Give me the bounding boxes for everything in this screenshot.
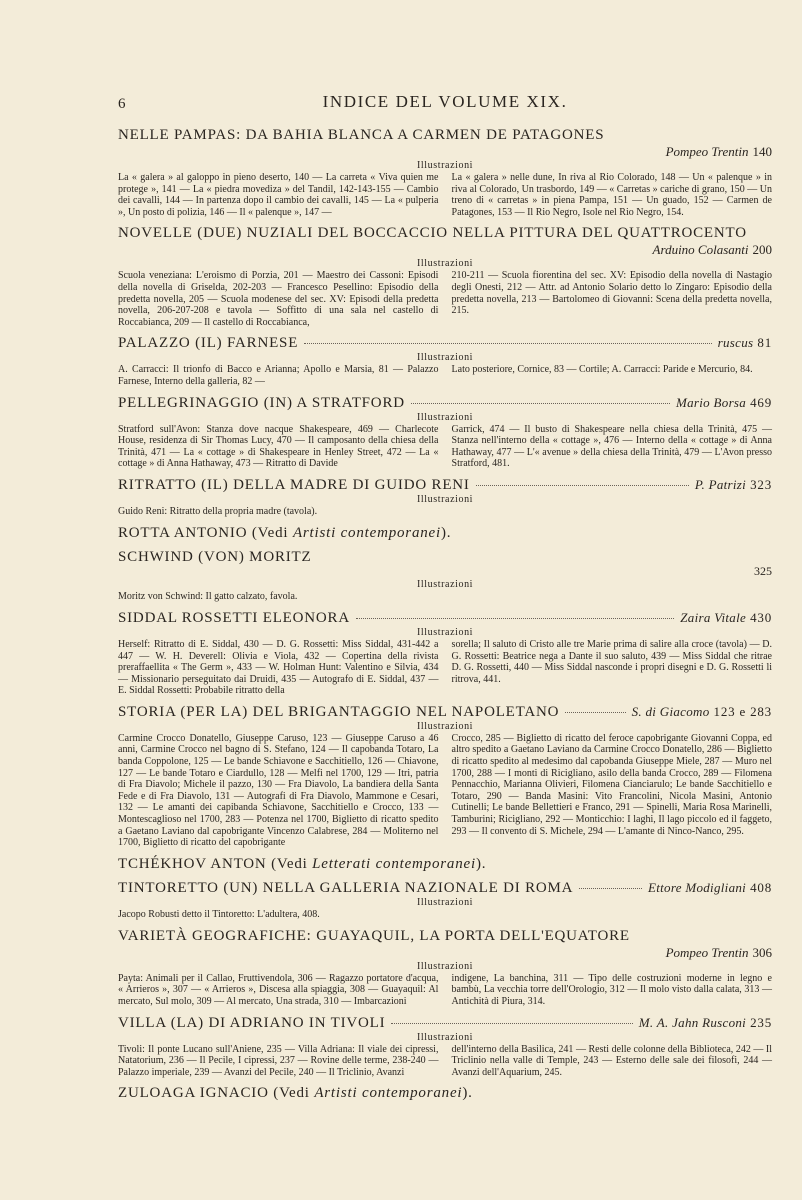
index-entry (118, 476, 772, 518)
illustration-list-left: Herself: Ritratto di E. Siddal, 430 — D. G. Rossetti: Miss Siddal, 431-442 a 447 — W. H. Deverell: Olivia e Viola, 432 — Copertina della rivista preraffaellita « The Germ », 433 — W. Holman Hunt: Valentino e Silvia, 434 — Missionario perseguitato dai Druidi, 435 — Autografo di E. Siddal, 437 — E. Siddal Rossetti: Probabile ritratto della (118, 638, 439, 697)
entry-title: TINTORETTO (UN) NELLA GALLERIA NAZIONALE DI ROMA (118, 879, 574, 896)
entry-page: 408 (750, 879, 772, 895)
index-entry (118, 1084, 772, 1102)
entry-author: Arduino Colasanti (652, 242, 749, 258)
entry-title: SIDDAL ROSSETTI ELEONORA (118, 609, 350, 626)
entry-title: RITRATTO (IL) DELLA MADRE DI GUIDO RENI (118, 476, 470, 493)
illustration-list-right: 210-211 — Scuola fiorentina del sec. XV: Episodio della novella di Nastagio degli Onesti, 212 — Attr. ad Antonio Solario detto lo Zingaro: Episodio della predetta novella, 213 — Bartolomeo di Giovanni: Scena della predetta novella, 215. (451, 270, 772, 317)
illustrazioni-label: Illustrazioni (416, 1031, 474, 1043)
illustration-list-left: Tivoli: Il ponte Lucano sull'Aniene, 235 — Villa Adriana: Il viale dei cipressi, Natatorium, 236 — Il Pecile, I cipressi, 237 — Rovine delle terme, 238-240 — Palazzo imperiale, 239 — Avanzi del Pecile, 240 — Il Triclinio, Avanzi (118, 1043, 439, 1078)
leader-dots (304, 343, 711, 344)
illustration-columns (118, 172, 772, 218)
index-entry (118, 126, 772, 218)
entry-author: Pompeo Trentin (665, 144, 749, 159)
index-entry (118, 609, 772, 697)
illustration-list-right: Lato posteriore, Cornice, 83 — Cortile; A. Carracci: Paride e Mercurio, 84. (451, 364, 753, 376)
entry-title: VILLA (LA) DI ADRIANO IN TIVOLI (118, 1014, 386, 1031)
illustrazioni-label: Illustrazioni (416, 411, 474, 423)
illustration-list-left: Carmine Crocco Donatello, Giuseppe Caruso, 123 — Giuseppe Caruso a 46 anni, Carmine Crocco nel bagno di S. Stefano, 124 — Il capobanda Totaro, La banda Coppolone, 125 — Le bande Schiavone e Sacchitiello, 126 — Chiavone, 127 — Le bande Totaro e Ciardullo, 128 — Melfi nel 1700, 129 — Itri, patria di Fra Diavolo; Michele il pazzo, 130 — Fra Diavolo, La bandiera della Santa Fede e di Fra Diavolo, 131 — Autografi di Fra Diavolo, Mammone e Cesari, 132 — Le amanti dei capibanda Schiavone, Sacchitiello e Crocco, 133 — Montescaglioso nel 1700, 283 — Potenza nel 1700, Biglietto di ricatto spedito a Gaetano Laviano dal capobrigante Vincenzo Calabrese, 284 — Moliterno nel 1700, Biglietto di ricatto del capobrigante (118, 732, 439, 849)
cross-reference-end: ). (475, 855, 487, 872)
cross-reference-target: Artisti contemporanei (314, 1085, 463, 1102)
entry-author: P. Patrizi (694, 476, 747, 492)
cross-reference-end: ). (440, 524, 452, 541)
entry-author: Pompeo Trentin (665, 944, 749, 960)
entry-page: 306 (752, 944, 772, 960)
illustrazioni-label: Illustrazioni (416, 626, 474, 638)
entry-page: 140 (752, 144, 772, 159)
entry-title: SCHWIND (VON) MORITZ (118, 548, 312, 565)
illustrazioni-label: Illustrazioni (416, 578, 474, 590)
index-entry (118, 334, 772, 387)
entry-page: 123 e 283 (713, 703, 772, 719)
illustration-list-left: Payta: Animali per il Callao, Fruttivendola, 306 — Ragazzo portatore d'acqua, « Arrieros », 307 — « Arrieros », Discesa alla spiaggia, 308 — Guayaquil: Al mercato, Sul molo, 309 — Al mercato, Una strada, 310 — Imbarcazioni (118, 972, 439, 1007)
index-entry (118, 524, 772, 542)
entry-heading (118, 394, 772, 412)
leader-dots (391, 1023, 632, 1024)
entry-heading (118, 703, 772, 721)
illustrazioni-label: Illustrazioni (416, 352, 474, 364)
cross-reference (118, 524, 451, 542)
illustration-list-right: dell'interno della Basilica, 241 — Resti delle colonne della Biblioteca, 242 — Il Triclinio nella valle di Temple, 243 — Esterno delle sale dei filosofi, 244 — Avanzi dell'Aquarium, 245. (451, 1043, 772, 1078)
index-entry (118, 548, 772, 603)
illustration-list: Guido Reni: Ritratto della propria madre (tavola). (118, 505, 318, 517)
entry-title: PELLEGRINAGGIO (IN) A STRATFORD (118, 394, 405, 411)
entry-title: PALAZZO (IL) FARNESE (118, 335, 299, 352)
entry-page: 430 (750, 609, 772, 625)
entry-heading (118, 855, 772, 873)
entry-title: STORIA (PER LA) DEL BRIGANTAGGIO NEL NAPOLETANO (118, 703, 560, 720)
illustration-list: Jacopo Robusti detto il Tintoretto: L'adultera, 408. (118, 908, 320, 920)
index-entry (118, 703, 772, 849)
illustrazioni-label: Illustrazioni (416, 258, 474, 270)
entry-author-line (118, 945, 772, 961)
entry-author: Mario Borsa (675, 394, 747, 410)
entry-heading (118, 879, 772, 897)
leader-dots (356, 618, 674, 619)
leader-dots (565, 712, 625, 713)
entry-heading (118, 609, 772, 627)
illustration-columns (118, 733, 772, 849)
cross-reference-end: ). (462, 1085, 473, 1102)
cross-reference-text: ZULOAGA IGNACIO (Vedi (118, 1085, 315, 1102)
cross-reference-text: TCHÉKHOV ANTON (Vedi (118, 855, 313, 872)
entry-heading (118, 476, 772, 494)
entry-page: 81 (757, 335, 772, 351)
entry-page: 200 (752, 242, 772, 258)
illustrazioni-label: Illustrazioni (416, 720, 474, 732)
entry-heading (118, 224, 772, 242)
leader-dots (579, 888, 642, 889)
entry-title: NOVELLE (DUE) NUZIALI DEL BOCCACCIO NELLA PITTURA DEL QUATTROCENTO (118, 225, 747, 242)
cross-reference (118, 1084, 473, 1102)
entry-page: 469 (750, 394, 772, 410)
illustration-columns (118, 973, 772, 1008)
index-entry (118, 224, 772, 328)
illustration-columns (118, 1044, 772, 1079)
illustration-columns (118, 639, 772, 697)
index-entry (118, 927, 772, 1008)
leader-dots (411, 403, 670, 404)
illustration-list-left: Stratford sull'Avon: Stanza dove nacque Shakespeare, 469 — Charlecote House, residenza di Sir Thomas Lucy, 470 — Il camposanto della chiesa della Trinità, 471 — La « cottage » di Shakespeare in Henley Street, 472 — La « cottage » di Anna Hathaway, 473 — Ritratto di Davide (118, 423, 439, 470)
illustration-columns (118, 424, 772, 470)
leader-dots (476, 485, 689, 486)
page-header (118, 92, 772, 120)
illustration-list-right: Crocco, 285 — Biglietto di ricatto del feroce capobrigante Giovanni Coppa, ed altro spedito a Gaetano Laviano da Carmine Crocco Donatello, 286 — Biglietto di ricatto spedito al medesimo dal capobanda Giuseppe Miele, 287 — Muro nel 1700, 288 — I monti di Ricigliano, asilo della banda Crocco, 289 — Filomena Pennacchio, Marianna Olivieri, Filomena Cianciarulo; Le bande Sacchitiello e Totaro, 290 — Banda Masini: Vito Francolini, Nicola Masini, Antonio Cutinelli; Le bande Bellettieri e Franco, 291 — Spinelli, Maria Rosa Marinelli, Tamburini; Ricigliano, 292 — Monticchio: I laghi, Il lago piccolo ed il faggeto, 293 — Il convento di S. Michele, 294 — L'amante di Ninco-Nanco, 295. (451, 732, 772, 837)
entry-author-line (118, 144, 772, 160)
illustration-list: Moritz von Schwind: Il gatto calzato, favola. (118, 590, 298, 602)
page-number: 6 (118, 96, 126, 112)
illustration-list-left: A. Carracci: Il trionfo di Bacco e Arianna; Apollo e Marsia, 81 — Palazzo Farnese, Interno della galleria, 82 — (118, 364, 439, 387)
page-title: INDICE DEL VOLUME XIX. (322, 92, 568, 111)
entry-page: 323 (750, 476, 772, 492)
illustration-list-right: sorella; Il saluto di Cristo alle tre Marie prima di salire alla croce (tavola) — D. G. Rossetti: Beatrice nega a Dante il suo saluto, 439 — Miss Siddal che ritrae D. G. Rossetti, 440 — Miss Siddal nasconde i propri disegni e D. G. Rossetti li ritrova, 441. (451, 638, 772, 685)
illustrazioni-label: Illustrazioni (416, 493, 474, 505)
illustrazioni-label: Illustrazioni (416, 960, 474, 972)
entry-heading (118, 927, 772, 945)
index-entries (118, 126, 772, 1102)
entry-title: VARIETÀ GEOGRAFICHE: GUAYAQUIL, LA PORTA DELL'EQUATORE (118, 927, 630, 944)
illustration-columns (118, 270, 772, 328)
entry-author: Ettore Modigliani (647, 879, 747, 895)
entry-author: M. A. Jahn Rusconi (638, 1014, 747, 1030)
cross-reference-target: Artisti contemporanei (292, 524, 441, 541)
entry-page: 325 (754, 563, 772, 578)
index-entry (118, 394, 772, 470)
index-entry (118, 855, 772, 873)
illustration-list-left: La « galera » al galoppo in pieno deserto, 140 — La carreta « Viva quien me protege », 141 — La « piedra movediza » del Tandil, 142-143-155 — Cambio dei cavalli, 144 — In partenza dopo il cambio dei cavalli, 145 — La « pulperia », Un posto di polizia, 146 — Il « palenque », 147 — (118, 172, 439, 218)
index-entry (118, 879, 772, 921)
illustration-list-left: Scuola veneziana: L'eroismo di Porzia, 201 — Maestro dei Cassoni: Episodi della novella di Griselda, 202-203 — Francesco Pesellino: Episodio della predetta novella, 205 — Scuola modenese del sec. XV: Episodi della predetta novella, 206-207-208 e tavola — Soffitto di una sala nel castello di Roccabianca, 209 — Il castello di Roccabianca, (118, 270, 439, 328)
entry-author: Zaira Vitale (680, 609, 747, 625)
entry-author-line (118, 242, 772, 258)
cross-reference-text: ROTTA ANTONIO (Vedi (118, 524, 293, 541)
entry-heading (118, 1014, 772, 1032)
entry-heading (118, 524, 772, 542)
entry-page: 235 (750, 1014, 772, 1030)
entry-heading (118, 126, 772, 144)
entry-author: ruscus (717, 335, 754, 351)
cross-reference-target: Letterati contemporanei (312, 855, 476, 872)
illustration-list-right: La « galera » nelle dune, In riva al Rio Colorado, 148 — Un « palenque » in riva al Colorado, Un trasbordo, 149 — « Carretas » cariche di grano, 150 — Un treno di « carretas » in piena Pampa, 151 — Un guado, 152 — Carmen de Patagones, 153 — Il Rio Negro, Isole nel Rio Negro, 154. (451, 172, 772, 218)
illustration-columns (118, 364, 772, 387)
entry-heading (118, 1084, 772, 1102)
cross-reference (118, 855, 486, 873)
illustrazioni-label: Illustrazioni (416, 160, 474, 171)
entry-author: S. di Giacomo (631, 703, 710, 719)
entry-heading (118, 334, 772, 352)
illustration-list-right: indigene, La banchina, 311 — Tipo delle costruzioni moderne in legno e bambù, La vecchia torre dell'Orologio, 312 — Il molo visto dalla calata, 313 — Antichità di Piura, 314. (451, 972, 772, 1007)
entry-title: NELLE PAMPAS: DA BAHIA BLANCA A CARMEN DE PATAGONES (118, 127, 605, 143)
index-entry (118, 1014, 772, 1079)
illustration-list-right: Garrick, 474 — Il busto di Shakespeare nella chiesa della Trinità, 475 — Stanza nell'interno della « cottage », 476 — Interno della « cottage » di Anna Hathaway, 477 — L'« avenue » della chiesa della Trinità, 479 — L'Avon presso Stratford, 481. (451, 423, 772, 470)
illustrazioni-label: Illustrazioni (416, 896, 474, 908)
